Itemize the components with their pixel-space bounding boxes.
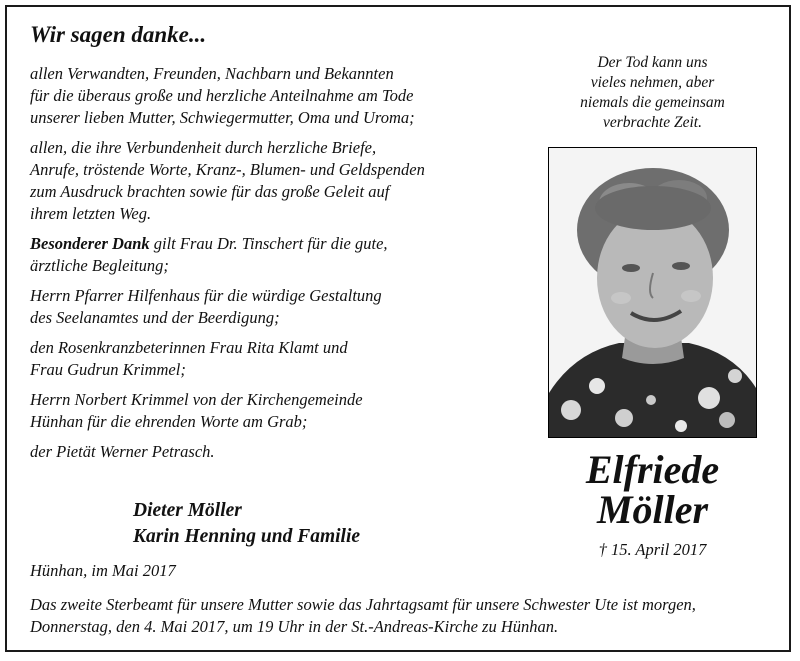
quote <box>540 53 765 133</box>
signature-line: Karin Henning und Familie <box>133 526 361 547</box>
paragraph: allen, die ihre Verbundenheit durch herzliche Briefe, Anrufe, tröstende Worte, Kranz-, Blumen- und Geldspenden zum Ausdruck brachten sowie für das große Geleit auf ihrem letzten Weg. <box>30 138 425 223</box>
paragraph: Herrn Pfarrer Hilfenhaus für die würdige Gestaltung des Seelanamtes und der Beerdigung; <box>30 286 382 327</box>
first-name: Elfriede <box>585 447 720 492</box>
paragraph: allen Verwandten, Freunden, Nachbarn und Bekannten für die überaus große und herzliche Anteilnahme am Tode unserer lieben Mutter, Schwiegermutter, Oma und Uroma; <box>30 64 415 127</box>
paragraph: der Pietät Werner Petrasch. <box>30 442 215 461</box>
paragraph: Besonderer Dank gilt Frau Dr. Tinschert für die gute, ärztliche Begleitung; <box>30 234 388 275</box>
notice-line: Das zweite Sterbeamt für unsere Mutter sowie das Jahrtagsamt für unsere Schwester Ute ist morgen, <box>30 595 696 614</box>
death-date: † 15. April 2017 <box>598 540 707 559</box>
thanks-paragraphs <box>30 63 510 471</box>
quote-line: vieles nehmen, aber <box>590 74 715 91</box>
portrait-photo <box>548 147 757 438</box>
quote-line: niemals die gemeinsam <box>580 94 725 111</box>
mass-notice <box>30 594 790 638</box>
quote-line: verbrachte Zeit. <box>602 114 702 131</box>
special-thanks-label: Besonderer Dank <box>30 234 150 253</box>
signature-line: Dieter Möller <box>133 500 242 521</box>
paragraph: den Rosenkranzbeterinnen Frau Rita Klamt und Frau Gudrun Krimmel; <box>30 338 348 379</box>
quote-line: Der Tod kann uns <box>597 54 708 71</box>
notice-line: Donnerstag, den 4. Mai 2017, um 19 Uhr in der St.-Andreas-Kirche zu Hünhan. <box>30 617 559 636</box>
deceased-name <box>548 447 757 532</box>
paragraph: Herrn Norbert Krimmel von der Kirchengemeinde Hünhan für die ehrenden Worte am Grab; <box>30 390 363 431</box>
place-date: Hünhan, im Mai 2017 <box>30 561 176 580</box>
heading: Wir sagen danke... <box>30 22 207 47</box>
signature <box>133 498 360 550</box>
portrait-image <box>549 148 756 437</box>
last-name: Möller <box>596 487 709 532</box>
